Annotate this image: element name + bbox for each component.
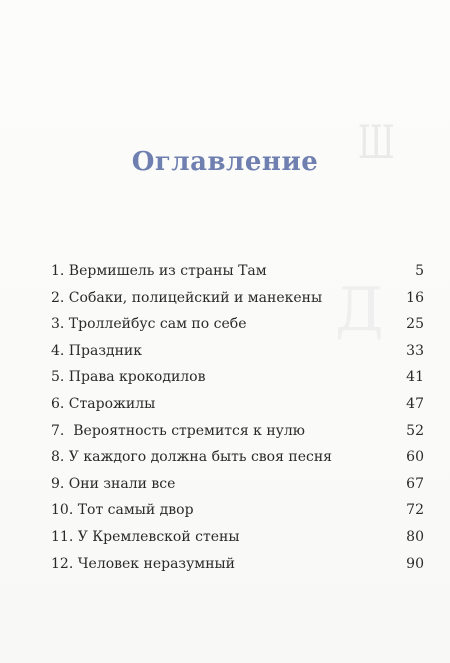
toc-entry[interactable]: [51, 418, 424, 445]
toc-entry-page: 72: [406, 502, 424, 519]
toc-entry-page: 60: [406, 449, 424, 466]
toc-entry[interactable]: [51, 285, 424, 312]
toc-entry-label: 9. Они знали все: [51, 475, 176, 492]
toc-entry[interactable]: [51, 524, 424, 551]
bleed-through-mark: Ш: [357, 115, 395, 169]
toc-entry-page: 41: [406, 369, 424, 386]
toc-entry[interactable]: [51, 551, 424, 578]
toc-entry-page: 5: [415, 263, 424, 279]
toc-entry-page: 16: [406, 289, 424, 306]
toc-entry[interactable]: [51, 311, 424, 338]
toc-entry[interactable]: [51, 471, 424, 498]
toc-entry-page: 25: [406, 316, 424, 333]
toc-entry-label: 1. Вермишель из страны Там: [51, 263, 267, 279]
toc-entry-page: 90: [406, 555, 424, 572]
toc-entry-page: 67: [406, 475, 424, 492]
toc-entry-page: 33: [406, 342, 424, 359]
toc-entry-label: 3. Троллейбус сам по себе: [51, 316, 247, 333]
toc-entry-page: 47: [406, 395, 424, 412]
toc-entry-label: 4. Праздник: [51, 342, 142, 359]
toc-entry-label: 6. Старожилы: [51, 395, 156, 412]
toc-entry[interactable]: [51, 391, 424, 418]
toc-entry-label: 5. Права крокодилов: [51, 369, 206, 386]
toc-entry[interactable]: [51, 364, 424, 391]
toc-entry-label: 10. Тот самый двор: [51, 502, 194, 519]
toc-entry[interactable]: [51, 258, 424, 285]
toc-entry[interactable]: [51, 338, 424, 365]
toc-entry-label: 8. У каждого должна быть своя песня: [51, 449, 333, 466]
table-of-contents: [51, 258, 424, 577]
toc-entry-page: 52: [406, 422, 424, 439]
page-title: Оглавление: [131, 147, 319, 178]
toc-entry-label: 7. Вероятность стремится к нулю: [51, 422, 305, 439]
toc-entry-page: 80: [406, 528, 424, 545]
toc-entry[interactable]: [51, 444, 424, 471]
toc-entry-label: 2. Собаки, полицейский и манекены: [51, 289, 323, 306]
bleed-through-mark: Д: [335, 275, 384, 345]
toc-entry[interactable]: [51, 497, 424, 524]
toc-entry-label: 12. Человек неразумный: [51, 555, 236, 572]
toc-entry-label: 11. У Кремлевской стены: [51, 528, 240, 545]
